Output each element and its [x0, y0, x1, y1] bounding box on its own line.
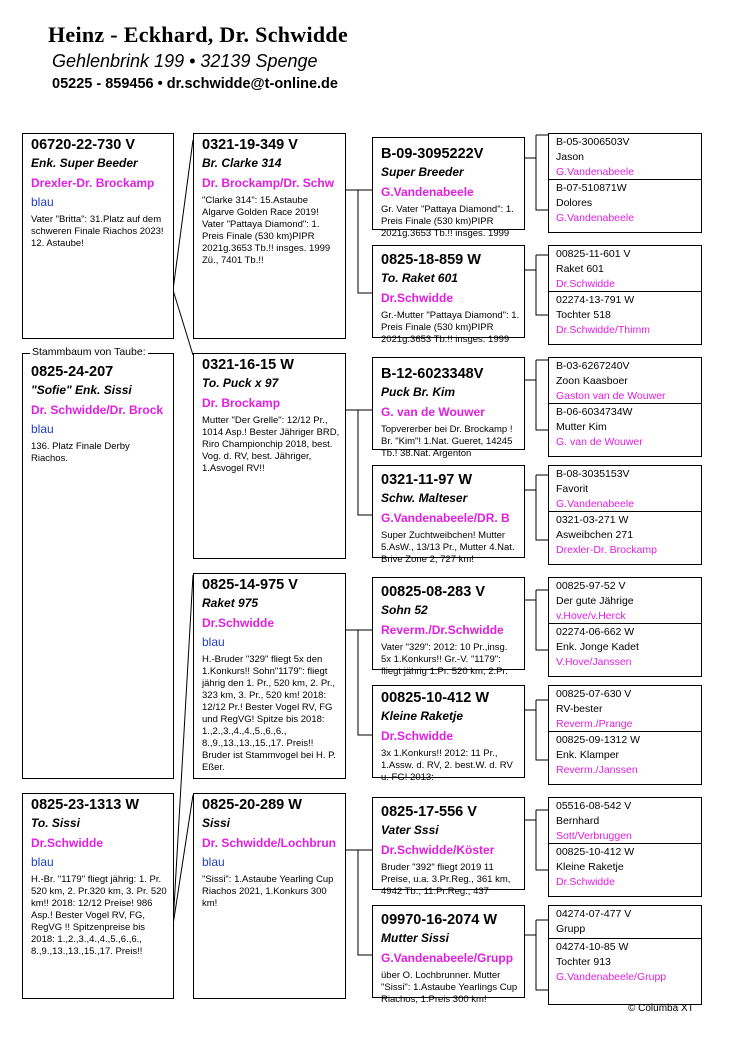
ring-number: 0825-17-556 V — [381, 804, 477, 820]
pedigree-box-great-grandparent-pair[interactable] — [548, 685, 702, 785]
breeder-label: Dr.Schwidde — [31, 836, 104, 850]
breeder-label: Dr.Schwidde — [381, 291, 454, 305]
bird-name: Asweibchen 271 — [556, 529, 634, 541]
breeder-label: G. van de Wouwer — [381, 405, 485, 419]
bird-name: To. Sissi — [31, 816, 80, 830]
breeder-contact: 05225 - 859456 • dr.schwidde@t-online.de — [52, 76, 338, 92]
bird-name: Sissi — [202, 816, 231, 830]
bird-name: Super Breeder — [381, 165, 464, 179]
bird-name: Dolores — [556, 197, 593, 209]
pedigree-box-parent-1[interactable] — [193, 133, 346, 339]
breeder-label: Dr. Brockamp — [202, 396, 281, 410]
pedigree-box-g1-dam[interactable] — [22, 793, 174, 999]
ring-number: 00825-10-412 W — [556, 846, 635, 858]
pedigree-box-great-grandparent-pair[interactable] — [548, 465, 702, 565]
ring-number: 0321-03-271 W — [556, 514, 629, 526]
great-grandparent-entry — [549, 906, 701, 938]
pedigree-box-great-grandparent-pair[interactable] — [548, 133, 702, 233]
ring-number: 00825-09-1312 W — [556, 734, 641, 746]
bird-name: Kleine Raketje — [556, 861, 624, 873]
pedigree-box-subject[interactable] — [22, 353, 174, 779]
ring-number: 0825-24-207 — [31, 364, 114, 380]
ring-number: B-08-3035153V — [556, 468, 630, 480]
remarks-text: Topvererber bei Dr. Brockamp ! Br. "Kim"! 1.Nat. Gueret, 14245 Tb.! 38.Nat. Argenton — [381, 424, 513, 459]
breeder-label: Reverm./Dr.Schwidde — [381, 623, 504, 637]
remarks-text: Mutter "Der Grelle": 12/12 Pr., 1014 Asp.! Bester Jähriger BRD, Riro Championchip 2018, best. Vog. d. RV, best. Jähriger, 1.Asvogel RV!! — [202, 415, 340, 474]
remarks-text: über O. Lochbrunner. Mutter "Sissi": 1.Astaube Yearlings Cup Riachos, 1.Preis 300 km! — [381, 970, 518, 1005]
breeder-label: Dr.Schwidde — [556, 278, 615, 290]
bird-name: Mutter Kim — [556, 421, 607, 433]
remarks-text: H.-Br. "1179" fliegt jährig: 1. Pr. 520 km, 2. Pr.320 km, 3. Pr. 520 km!! 2018: 12/12 Preise! 986 Asp.! Bester Vogel RV, FG, RegVG !! Spitzenpreise bis 2018: 1.,2.,3.,4.,4.,5.,6.,6., 8.,9.,13.,13.,15.,17. Preis!! — [31, 874, 167, 957]
copyright-text: © Columba XT — [628, 1003, 694, 1014]
ring-number: 00825-97-52 V — [556, 580, 626, 592]
bird-name: Puck Br. Kim — [381, 385, 456, 399]
great-grandparent-entry — [549, 731, 701, 777]
great-grandparent-entry — [549, 511, 701, 557]
pedigree-box-great-grandparent-pair[interactable] — [548, 577, 702, 677]
pedigree-box-g1-sire[interactable] — [22, 133, 174, 339]
ring-number: 05516-08-542 V — [556, 800, 632, 812]
bird-name: Raket 601 — [556, 263, 604, 275]
breeder-address: Gehlenbrink 199 • 32139 Spenge — [52, 51, 318, 71]
ring-number: 04274-10-85 W — [556, 941, 629, 953]
great-grandparent-entry — [549, 623, 701, 669]
remarks-text: Vater "329": 2012: 10 Pr.,insg. 5x 1.Konkurs!! Gr.-V. "1179": fliegt jährig 1.Pr. 520 km, 2.Pr. — [381, 642, 508, 677]
pedigree-box-parent-4[interactable] — [193, 793, 346, 999]
remarks-text: Super Zuchtweibchen! Mutter 5.AsW., 13/13 Pr., Mutter 4.Nat. Brive Zone 2, 727 km! — [381, 530, 515, 565]
great-grandparent-entry — [549, 578, 701, 623]
bird-name: RV-bester — [556, 703, 603, 715]
breeder-label: Drexler-Dr. Brockamp — [31, 176, 155, 190]
pedigree-box-grandparent-6[interactable] — [372, 685, 525, 783]
breeder-label: V.Hove/Janssen — [556, 656, 632, 668]
ring-number: B-07-510871W — [556, 182, 627, 194]
pedigree-label: Stammbaum von Taube: — [32, 346, 146, 358]
breeder-label: G.Vandenabeele — [381, 185, 474, 199]
pedigree-box-grandparent-8[interactable] — [372, 905, 525, 1005]
breeder-label: Reverm./Prange — [556, 718, 633, 730]
great-grandparent-entry — [549, 291, 701, 337]
great-grandparent-entry — [549, 246, 701, 291]
pedigree-box-grandparent-4[interactable] — [372, 465, 525, 565]
ring-number: 0825-18-859 W — [381, 252, 481, 268]
remarks-text: "Clarke 314": 15.Astaube Algarve Golden Race 2019! Vater "Pattaya Diamond": 1. Preis Finale (530 km)PIPR 2021g.3653 Tb.!! insges. 1999 Zü., 7401 Tb.!! — [202, 195, 331, 266]
bird-name: Sohn 52 — [381, 603, 428, 617]
ring-number: B-03-6267240V — [556, 360, 630, 372]
remarks-text: H.-Bruder "329" fliegt 5x den 1.Konkurs!! Sohn"1179": fliegt jährig den 1. Pr., 520 km, 2. Pr., 323 km, 3. Pr., 520 km! 2018: 12/12 Pr.! Bester Vogel RV, FG und RegVG! Spitze bis 2018: 1.,2.,3.,4.,4.,5.,6.,6., 8.,9.,13.,13.,15.,17. Preis!! Bruder ist Stammvogel bei H. P. Eßer. — [202, 654, 336, 773]
ring-number: B-06-6034734W — [556, 406, 633, 418]
ring-number: 04274-07-477 V — [556, 908, 632, 920]
breeder-label: Dr. Brockamp/Dr. Schw — [202, 176, 335, 190]
pedigree-box-grandparent-2[interactable] — [372, 245, 525, 345]
breeder-label: Dr. Schwidde/Dr. Brock — [31, 403, 164, 417]
remarks-text: Bruder "392" fliegt 2019 11 Preise, u.a. 3.Pr.Reg., 361 km, 4942 Tb., 11.Pr.Reg., 437 — [381, 862, 511, 897]
bird-name: To. Puck x 97 — [202, 376, 279, 390]
ring-number: 00825-08-283 V — [381, 584, 485, 600]
ring-number: 09970-16-2074 W — [381, 912, 498, 928]
ring-number: 0825-23-1313 W — [31, 797, 140, 813]
breeder-label: G.Vandenabeele — [556, 212, 635, 224]
remarks-text: "Sissi": 1.Astaube Yearling Cup Riachos 2021, 1.Konkurs 300 km! — [202, 874, 334, 909]
ring-number: 00825-07-630 V — [556, 688, 632, 700]
bird-name: Enk. Super Beeder — [31, 156, 138, 170]
breeder-label: G.Vandenabeele/Grupp — [556, 971, 667, 983]
bird-name: Schw. Malteser — [381, 491, 468, 505]
great-grandparent-entry — [549, 134, 701, 179]
breeder-label: G.Vandenabeele — [556, 498, 635, 510]
ring-number: 0825-14-975 V — [202, 577, 298, 593]
color-label: blau — [31, 422, 54, 436]
remarks-text: Gr.-Mutter "Pattaya Diamond": 1. Preis Finale (530 km)PIPR 2021g.3653 Tb.!! insges. 1999 — [381, 310, 520, 345]
bird-name: Br. Clarke 314 — [202, 156, 282, 170]
great-grandparent-entry — [549, 358, 701, 403]
bird-name: Favorit — [556, 483, 589, 495]
bird-name: Bernhard — [556, 815, 600, 827]
breeder-label: v.Hove/v.Herck — [556, 610, 626, 622]
breeder-label: Dr.Schwidde — [381, 729, 454, 743]
pedigree-box-great-grandparent-pair[interactable] — [548, 357, 702, 457]
pedigree-box-grandparent-3[interactable] — [372, 357, 525, 459]
great-grandparent-entry — [549, 938, 701, 984]
ring-number: 00825-10-412 W — [381, 690, 490, 706]
breeder-label: Reverm./Janssen — [556, 764, 638, 776]
pedigree-box-grandparent-5[interactable] — [372, 577, 525, 677]
breeder-label: Drexler-Dr. Brockamp — [556, 544, 657, 556]
breeder-name: Heinz - Eckhard, Dr. Schwidde — [48, 22, 349, 47]
bird-name: Tochter 518 — [556, 309, 611, 321]
bird-name: Raket 975 — [202, 596, 259, 610]
color-label: blau — [31, 855, 54, 869]
pedigree-box-great-grandparent-pair[interactable] — [548, 905, 702, 1005]
bird-name: Mutter Sissi — [381, 931, 450, 945]
bird-name: Tochter 913 — [556, 956, 611, 968]
bird-name: Jason — [556, 151, 585, 163]
ring-number: 0825-20-289 W — [202, 797, 302, 813]
great-grandparent-entry — [549, 686, 701, 731]
color-label: blau — [202, 635, 225, 649]
remarks-text: Gr. Vater "Pattaya Diamond": 1. Preis Finale (530 km)PIPR 2021g.3653 Tb.!! insges. 1999 — [381, 204, 514, 239]
great-grandparent-entry — [549, 403, 701, 449]
breeder-label: Dr. Schwidde/Lochbrun — [202, 836, 337, 850]
color-label: blau — [31, 195, 54, 209]
ring-number: 0321-19-349 V — [202, 137, 298, 153]
pedigree-box-parent-2[interactable] — [193, 353, 346, 559]
pedigree-box-grandparent-7[interactable] — [372, 797, 525, 897]
bird-name: Zoon Kaasboer — [556, 375, 628, 387]
breeder-label: G.Vandenabeele/Grupp — [381, 951, 514, 965]
breeder-label: G. van de Wouwer — [556, 436, 643, 448]
color-label: blau — [202, 855, 225, 869]
great-grandparent-entry — [549, 179, 701, 225]
pedigree-box-great-grandparent-pair[interactable] — [548, 797, 702, 897]
bird-name: Vater Sssi — [381, 823, 439, 837]
remarks-text: 3x 1.Konkurs!! 2012: 11 Pr., 1.Assw. d. RV, 2. best.W. d. RV u. FG! 2013: — [381, 748, 513, 783]
ring-number: 06720-22-730 V — [31, 137, 135, 153]
ring-number: 00825-11-601 V — [556, 248, 631, 260]
pedigree-box-grandparent-1[interactable] — [372, 137, 525, 239]
breeder-label: Gaston van de Wouwer — [556, 390, 666, 402]
breeder-label: Dr.Schwidde — [556, 876, 615, 888]
ring-number: 02274-13-791 W — [556, 294, 635, 306]
great-grandparent-entry — [549, 466, 701, 511]
bird-name: To. Raket 601 — [381, 271, 458, 285]
breeder-label: G.Vandenabeele — [556, 166, 635, 178]
pedigree-box-parent-3[interactable] — [193, 573, 346, 779]
breeder-label: Dr.Schwidde/Köster — [381, 843, 495, 857]
pedigree-box-great-grandparent-pair[interactable] — [548, 245, 702, 345]
remarks-text: 136. Platz Finale Derby Riachos. — [31, 441, 130, 464]
breeder-label: Dr.Schwidde/Thimm — [556, 324, 650, 336]
ring-number: B-12-6023348V — [381, 366, 484, 382]
bird-name: Kleine Raketje — [381, 709, 464, 723]
bird-name: "Sofie" Enk. Sissi — [31, 383, 132, 397]
breeder-label: Sott/Verbruggen — [556, 830, 632, 842]
ring-number: 02274-06-662 W — [556, 626, 635, 638]
bird-name: Grupp — [556, 923, 586, 935]
ring-number: B-09-3095222V — [381, 146, 484, 162]
great-grandparent-entry — [549, 843, 701, 889]
bird-name: Der gute Jährige — [556, 595, 634, 607]
remarks-text: Vater "Britta": 31.Platz auf dem schweren Finale Riachos 2023! 12. Astaube! — [31, 214, 164, 249]
ring-number: 0321-16-15 W — [202, 357, 294, 373]
breeder-label: G.Vandenabeele/DR. B — [381, 511, 510, 525]
ring-number: B-05-3006503V — [556, 136, 630, 148]
great-grandparent-entry — [549, 798, 701, 843]
breeder-label: Dr.Schwidde — [202, 616, 275, 630]
bird-name: Enk. Klamper — [556, 749, 620, 761]
bird-name: Enk. Jonge Kadet — [556, 641, 639, 653]
ring-number: 0321-11-97 W — [381, 472, 473, 488]
